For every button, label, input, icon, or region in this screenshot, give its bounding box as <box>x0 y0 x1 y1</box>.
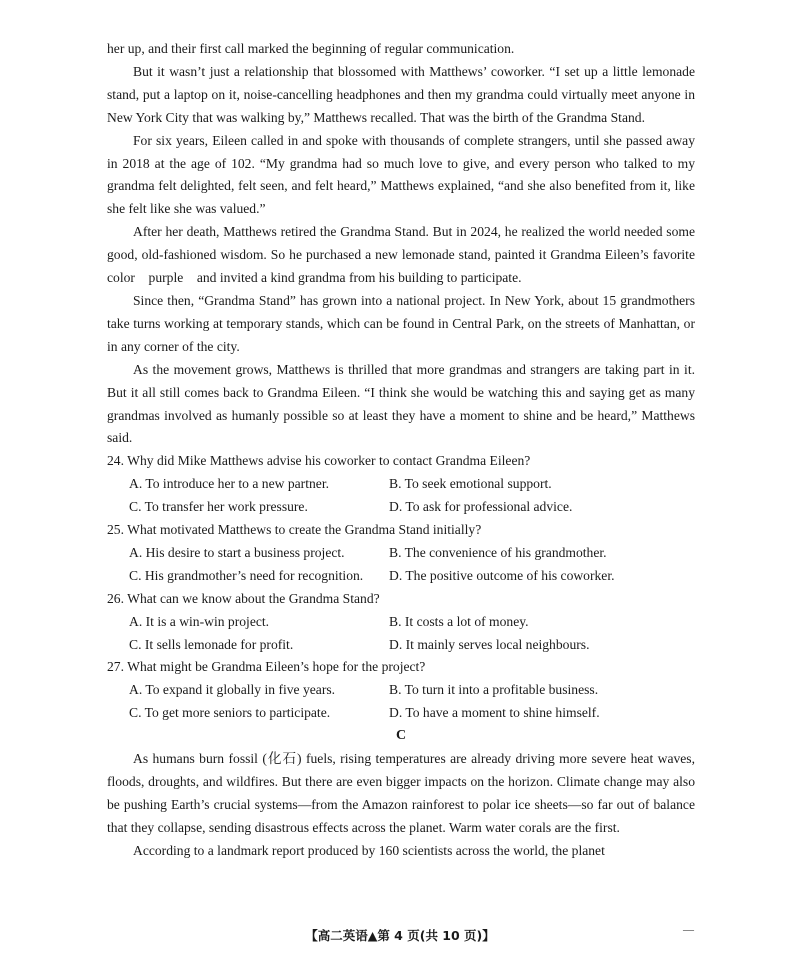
question-stem: 25. What motivated Matthews to create the Grandma Stand initially? <box>107 522 482 538</box>
option-d: D. The positive outcome of his coworker. <box>389 567 615 583</box>
passage-paragraph: As the movement grows, Matthews is thrilled that more grandmas and strangers are taking part in it. But it all still comes back to Grandma Eileen. “I think she would be watching this and saying get as many grandmas involved as humanly possible so at least they have a moment to shine and be heard,” Matthews said. <box>107 361 695 446</box>
passage-paragraph: For six years, Eileen called in and spoke with thousands of complete strangers, until she passed away in 2018 at the age of 102. “My grandma had so much love to give, and every person who talked to my grandma felt delighted, felt seen, and felt heard,” Matthews explained, “and she also benefited from it, like she felt like she was valued.” <box>107 132 695 217</box>
question-25 <box>107 519 695 588</box>
passage-c <box>107 725 695 862</box>
option-c: C. To get more seniors to participate. <box>129 705 331 721</box>
question-27 <box>107 656 695 725</box>
passage-paragraph: After her death, Matthews retired the Grandma Stand. But in 2024, he realized the world needed some good, old-fashioned wisdom. So he purchased a new lemonade stand, painted it Grandma Eileen’s favorite color purple and invited a kind grandma from his building to participate. <box>107 224 695 286</box>
option-d: D. To have a moment to shine himself. <box>389 705 600 721</box>
passage-paragraph: But it wasn’t just a relationship that blossomed with Matthews’ coworker. “I set up a little lemonade stand, put a laptop on it, noise-cancelling headphones and then my grandma could virtually meet anyone in New York City that was walking by,” Matthews recalled. That was the birth of the Grandma Stand. <box>107 63 695 125</box>
question-stem: 27. What might be Grandma Eileen’s hope for the project? <box>107 659 426 675</box>
option-b: B. To seek emotional support. <box>389 476 552 492</box>
page-footer: 【高二英语▲第 4 页(共 10 页)】 <box>305 928 495 943</box>
option-d: D. It mainly serves local neighbours. <box>389 636 590 652</box>
question-24 <box>107 450 695 519</box>
passage-paragraph: As humans burn fossil (化石) fuels, rising temperatures are already driving more severe heat waves, floods, droughts, and wildfires. But there are even bigger impacts on the horizon. Climate change may also be pushing Earth’s crucial systems—from the Amazon rainforest to polar ice sheets—so far out of balance that they collapse, sending disastrous effects across the planet. Warm water corals are the first. <box>107 751 695 835</box>
corner-mark: — <box>683 924 694 936</box>
passage-b <box>107 38 695 450</box>
option-a: A. To introduce her to a new partner. <box>129 476 329 492</box>
option-b: B. It costs a lot of money. <box>389 613 529 629</box>
option-b: B. To turn it into a profitable business. <box>389 682 599 698</box>
option-d: D. To ask for professional advice. <box>389 499 573 515</box>
passage-paragraph: Since then, “Grandma Stand” has grown into a national project. In New York, about 15 grandmothers take turns working at temporary stands, which can be found in Central Park, on the streets of Manhattan, or in any corner of the city. <box>107 292 695 354</box>
option-a: A. To expand it globally in five years. <box>129 682 336 698</box>
option-a: A. It is a win-win project. <box>129 613 270 629</box>
passage-paragraph: her up, and their first call marked the beginning of regular communication. <box>107 41 515 56</box>
question-26 <box>107 588 695 657</box>
option-c: C. To transfer her work pressure. <box>129 499 308 515</box>
passage-paragraph: According to a landmark report produced by 160 scientists across the world, the planet <box>133 842 605 858</box>
question-stem: 26. What can we know about the Grandma Stand? <box>107 590 380 606</box>
section-heading: C <box>395 728 407 744</box>
option-c: C. His grandmother’s need for recognition. <box>129 567 364 583</box>
option-c: C. It sells lemonade for profit. <box>129 636 294 652</box>
exam-page <box>107 38 695 863</box>
question-stem: 24. Why did Mike Matthews advise his coworker to contact Grandma Eileen? <box>107 453 531 469</box>
option-b: B. The convenience of his grandmother. <box>389 544 607 560</box>
option-a: A. His desire to start a business project. <box>129 544 345 560</box>
